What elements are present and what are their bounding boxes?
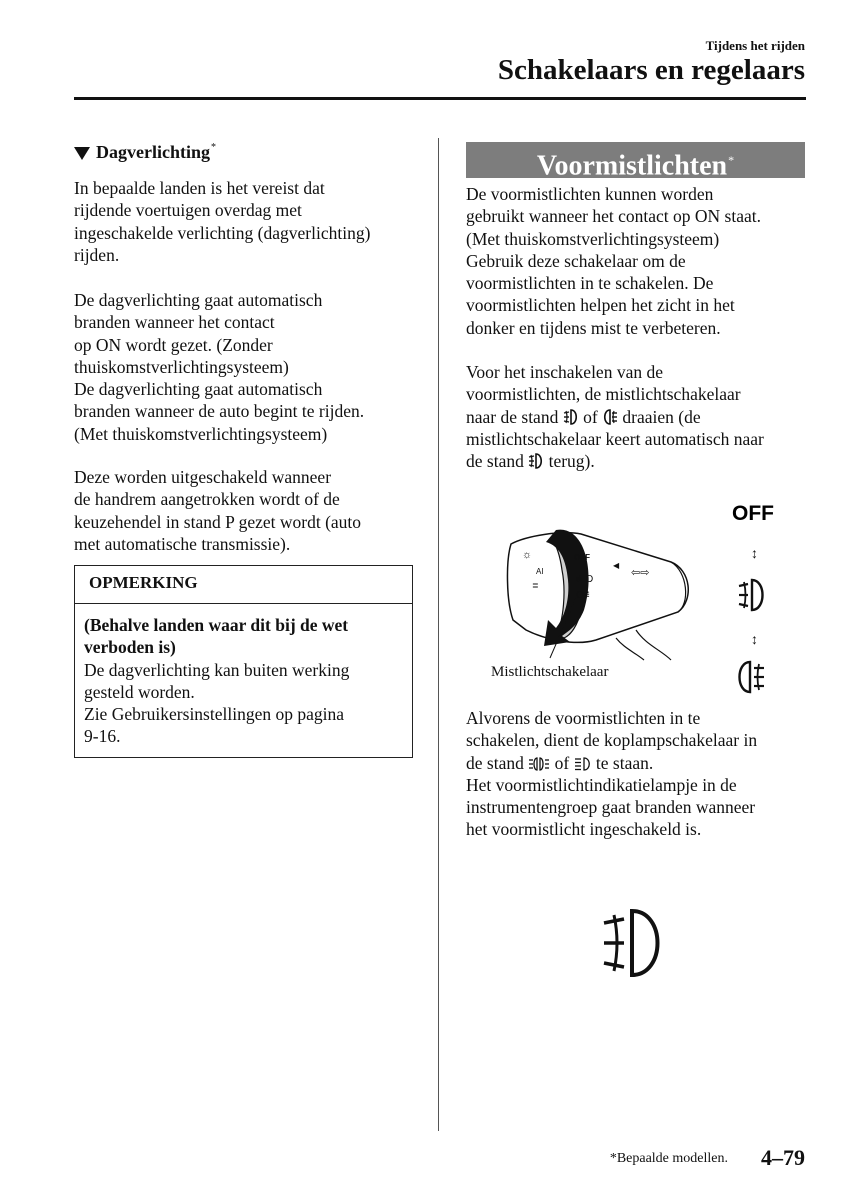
note-title: OPMERKING bbox=[75, 566, 412, 604]
front-fog-indicator-icon bbox=[600, 905, 670, 981]
svg-text:≢D: ≢D bbox=[576, 574, 594, 585]
footnote-mark: * bbox=[728, 153, 735, 167]
parking-lights-icon bbox=[528, 756, 550, 772]
footnote: *Bepaalde modellen. bbox=[609, 1151, 728, 1166]
page-title: Schakelaars en regelaars bbox=[497, 54, 805, 86]
fog-paragraph-3: Alvorens de voormistlichten in te schakelen, dient de koplampschakelaar in de stand of te staan. Het voormistlichtindikatielampje in de instrumentengroep gaat branden wanneer het voormistlicht ingeschakeld is. bbox=[466, 708, 758, 840]
fog-paragraph-1: De voormistlichten kunnen worden gebruikt wanneer het contact op ON staat. (Met thuiskomstverlichtingsysteem) Gebruik deze schakelaar om de voormistlichten in te schakelen. De voormistlichten helpen het zicht in het donker en tijdens mist te verbeteren. bbox=[466, 184, 761, 338]
daytime-lights-heading bbox=[74, 142, 216, 163]
note-box bbox=[74, 565, 413, 758]
daytime-paragraph-2: De dagverlichting gaat automatisch branden wanneer het contact op ON wordt gezet. (Zonder thuiskomstverlichtingsysteem) De dagverlichting gaat automatisch branden wanneer de auto begint te rijden. (Met thuiskomstverlichtingsysteem) bbox=[74, 290, 365, 444]
svg-text:OFF: OFF bbox=[574, 553, 590, 562]
svg-text:O≢: O≢ bbox=[576, 590, 594, 601]
daytime-paragraph-1: In bepaalde landen is het vereist dat rijdende voertuigen overdag met ingeschakelde verlichting (dagverlichting) rijden. bbox=[74, 178, 371, 265]
svg-text:◀: ◀ bbox=[613, 561, 620, 570]
headlight-icon bbox=[574, 756, 592, 772]
title-rule bbox=[74, 97, 806, 100]
rear-fog-icon bbox=[740, 662, 765, 692]
svg-text:AI: AI bbox=[536, 567, 544, 576]
daytime-lights-heading-text: Dagverlichting bbox=[96, 142, 210, 162]
daytime-paragraph-3: Deze worden uitgeschakeld wanneer de handrem aangetrokken wordt of de keuzehendel in stand P gezet wordt (auto met automatische transmissie). bbox=[74, 467, 362, 554]
up-down-arrow-icon: ↕ bbox=[751, 631, 758, 647]
up-down-arrow-icon: ↕ bbox=[751, 545, 758, 561]
off-label: OFF bbox=[732, 502, 774, 525]
footnote-mark: * bbox=[211, 142, 216, 153]
page-number: 4–79 bbox=[761, 1145, 805, 1170]
fog-paragraph-2: Voor het inschakelen van de voormistlichten, de mistlichtschakelaar naar de stand of draaien (de mistlichtschakelaar keert automatisch naar de stand terug). bbox=[466, 362, 764, 472]
svg-text:⇦⇨: ⇦⇨ bbox=[631, 567, 650, 579]
section-label: Tijdens het rijden bbox=[705, 38, 805, 53]
triangle-bullet-icon bbox=[74, 147, 90, 160]
note-body: (Behalve landen waar dit bij de wet verboden is) De dagverlichting kan buiten werking gesteld worden. Zie Gebruikersinstellingen op pagina 9-16. bbox=[84, 615, 350, 747]
rear-fog-icon bbox=[602, 408, 618, 426]
fog-lights-banner-text: Voormistlichten bbox=[536, 150, 728, 182]
column-divider bbox=[438, 138, 439, 1131]
front-fog-icon bbox=[739, 580, 763, 610]
front-fog-icon bbox=[563, 408, 579, 426]
svg-text:≣: ≣ bbox=[532, 581, 539, 590]
svg-text:☼: ☼ bbox=[522, 549, 533, 561]
front-fog-icon bbox=[528, 452, 544, 470]
fog-lights-banner bbox=[466, 142, 805, 182]
fog-switch-label: Mistlichtschakelaar bbox=[491, 664, 609, 680]
